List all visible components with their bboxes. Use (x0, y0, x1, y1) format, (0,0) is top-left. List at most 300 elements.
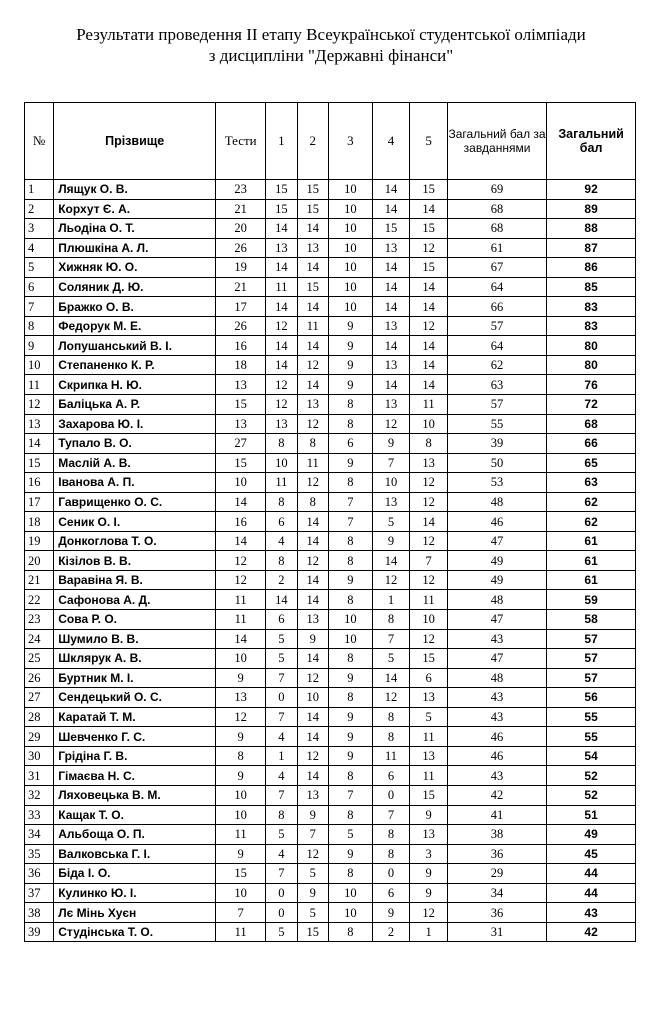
tests-score: 16 (216, 512, 266, 532)
table-row (25, 395, 636, 415)
header-tasks-total: Загальний бал за завданнями (447, 103, 546, 180)
tasks-total: 34 (447, 883, 546, 903)
tasks-total: 38 (447, 825, 546, 845)
results-table (24, 102, 636, 942)
row-number: 6 (25, 277, 54, 297)
student-name: Федорук М. Е. (54, 316, 216, 336)
table-row (25, 297, 636, 317)
task-1-score: 5 (266, 825, 297, 845)
tasks-total: 29 (447, 864, 546, 884)
header-task-1: 1 (266, 103, 297, 180)
tests-score: 11 (216, 610, 266, 630)
total-score: 57 (547, 629, 636, 649)
tasks-total: 57 (447, 395, 546, 415)
task-4-score: 12 (372, 414, 410, 434)
task-2-score: 9 (297, 805, 328, 825)
task-4-score: 7 (372, 629, 410, 649)
task-4-score: 1 (372, 590, 410, 610)
tests-score: 14 (216, 492, 266, 512)
student-name: Кулинко Ю. І. (54, 883, 216, 903)
task-4-score: 13 (372, 238, 410, 258)
tasks-total: 36 (447, 844, 546, 864)
task-3-score: 8 (328, 531, 372, 551)
task-4-score: 13 (372, 316, 410, 336)
tasks-total: 49 (447, 570, 546, 590)
task-1-score: 14 (266, 590, 297, 610)
tasks-total: 42 (447, 785, 546, 805)
task-2-score: 13 (297, 238, 328, 258)
task-5-score: 12 (410, 629, 448, 649)
task-1-score: 12 (266, 395, 297, 415)
row-number: 30 (25, 746, 54, 766)
task-4-score: 14 (372, 277, 410, 297)
task-1-score: 12 (266, 316, 297, 336)
row-number: 19 (25, 531, 54, 551)
total-score: 44 (547, 883, 636, 903)
task-5-score: 10 (410, 414, 448, 434)
task-1-score: 15 (266, 180, 297, 200)
student-name: Скрипка Н. Ю. (54, 375, 216, 395)
task-5-score: 14 (410, 512, 448, 532)
tests-score: 20 (216, 219, 266, 239)
task-1-score: 14 (266, 297, 297, 317)
student-name: Іванова А. П. (54, 473, 216, 493)
row-number: 37 (25, 883, 54, 903)
row-number: 34 (25, 825, 54, 845)
table-row (25, 922, 636, 942)
total-score: 55 (547, 727, 636, 747)
task-3-score: 10 (328, 297, 372, 317)
row-number: 5 (25, 258, 54, 278)
total-score: 57 (547, 649, 636, 669)
task-3-score: 9 (328, 570, 372, 590)
task-3-score: 8 (328, 590, 372, 610)
table-row (25, 864, 636, 884)
row-number: 32 (25, 785, 54, 805)
table-row (25, 688, 636, 708)
task-2-score: 8 (297, 434, 328, 454)
total-score: 80 (547, 355, 636, 375)
tasks-total: 31 (447, 922, 546, 942)
task-3-score: 8 (328, 766, 372, 786)
task-5-score: 13 (410, 688, 448, 708)
table-row (25, 629, 636, 649)
tests-score: 10 (216, 883, 266, 903)
total-score: 43 (547, 903, 636, 923)
task-1-score: 1 (266, 746, 297, 766)
task-3-score: 5 (328, 825, 372, 845)
task-3-score: 8 (328, 688, 372, 708)
task-2-score: 12 (297, 473, 328, 493)
task-4-score: 13 (372, 355, 410, 375)
task-4-score: 12 (372, 688, 410, 708)
task-5-score: 11 (410, 395, 448, 415)
tasks-total: 48 (447, 590, 546, 610)
task-1-score: 8 (266, 805, 297, 825)
student-name: Хижняк Ю. О. (54, 258, 216, 278)
student-name: Соляник Д. Ю. (54, 277, 216, 297)
total-score: 86 (547, 258, 636, 278)
task-5-score: 10 (410, 610, 448, 630)
task-2-score: 12 (297, 414, 328, 434)
tests-score: 9 (216, 766, 266, 786)
task-5-score: 9 (410, 864, 448, 884)
table-row (25, 238, 636, 258)
total-score: 83 (547, 297, 636, 317)
task-5-score: 14 (410, 297, 448, 317)
tests-score: 12 (216, 551, 266, 571)
task-1-score: 5 (266, 922, 297, 942)
row-number: 26 (25, 668, 54, 688)
task-5-score: 13 (410, 746, 448, 766)
table-row (25, 570, 636, 590)
task-1-score: 14 (266, 355, 297, 375)
tasks-total: 62 (447, 355, 546, 375)
tests-score: 15 (216, 864, 266, 884)
task-4-score: 8 (372, 825, 410, 845)
total-score: 61 (547, 531, 636, 551)
total-score: 54 (547, 746, 636, 766)
task-5-score: 7 (410, 551, 448, 571)
total-score: 44 (547, 864, 636, 884)
tests-score: 16 (216, 336, 266, 356)
results-body (25, 180, 636, 942)
total-score: 58 (547, 610, 636, 630)
tasks-total: 57 (447, 316, 546, 336)
student-name: Тупало В. О. (54, 434, 216, 454)
task-2-score: 12 (297, 746, 328, 766)
table-row (25, 785, 636, 805)
task-2-score: 15 (297, 277, 328, 297)
task-2-score: 14 (297, 707, 328, 727)
task-4-score: 0 (372, 864, 410, 884)
total-score: 57 (547, 668, 636, 688)
tasks-total: 46 (447, 512, 546, 532)
tasks-total: 43 (447, 629, 546, 649)
task-2-score: 14 (297, 531, 328, 551)
total-score: 61 (547, 551, 636, 571)
task-1-score: 7 (266, 785, 297, 805)
tasks-total: 68 (447, 199, 546, 219)
task-4-score: 12 (372, 570, 410, 590)
table-row (25, 512, 636, 532)
task-1-score: 13 (266, 238, 297, 258)
task-2-score: 8 (297, 492, 328, 512)
task-4-score: 14 (372, 336, 410, 356)
row-number: 11 (25, 375, 54, 395)
document-title (0, 24, 662, 66)
tasks-total: 48 (447, 492, 546, 512)
table-row (25, 746, 636, 766)
row-number: 2 (25, 199, 54, 219)
tasks-total: 49 (447, 551, 546, 571)
task-5-score: 14 (410, 336, 448, 356)
task-3-score: 9 (328, 316, 372, 336)
table-row (25, 434, 636, 454)
task-2-score: 14 (297, 766, 328, 786)
row-number: 33 (25, 805, 54, 825)
student-name: Студінська Т. О. (54, 922, 216, 942)
tasks-total: 46 (447, 727, 546, 747)
table-row (25, 473, 636, 493)
row-number: 23 (25, 610, 54, 630)
tasks-total: 48 (447, 668, 546, 688)
student-name: Сендецький О. С. (54, 688, 216, 708)
task-5-score: 5 (410, 707, 448, 727)
row-number: 1 (25, 180, 54, 200)
task-2-score: 14 (297, 219, 328, 239)
row-number: 22 (25, 590, 54, 610)
task-1-score: 7 (266, 707, 297, 727)
task-1-score: 14 (266, 219, 297, 239)
total-score: 92 (547, 180, 636, 200)
tests-score: 23 (216, 180, 266, 200)
total-score: 76 (547, 375, 636, 395)
task-5-score: 9 (410, 883, 448, 903)
row-number: 29 (25, 727, 54, 747)
student-name: Біда І. О. (54, 864, 216, 884)
tasks-total: 46 (447, 746, 546, 766)
student-name: Шевченко Г. С. (54, 727, 216, 747)
task-2-score: 11 (297, 453, 328, 473)
table-row (25, 766, 636, 786)
task-3-score: 10 (328, 610, 372, 630)
tasks-total: 47 (447, 531, 546, 551)
task-5-score: 12 (410, 238, 448, 258)
task-1-score: 14 (266, 336, 297, 356)
row-number: 12 (25, 395, 54, 415)
student-name: Шумило В. В. (54, 629, 216, 649)
task-1-score: 6 (266, 512, 297, 532)
tasks-total: 69 (447, 180, 546, 200)
header-number: № (25, 103, 54, 180)
task-4-score: 14 (372, 199, 410, 219)
student-name: Донкоглова Т. О. (54, 531, 216, 551)
student-name: Лє Мінь Хуєн (54, 903, 216, 923)
row-number: 17 (25, 492, 54, 512)
header-task-3: 3 (328, 103, 372, 180)
tests-score: 19 (216, 258, 266, 278)
task-4-score: 14 (372, 551, 410, 571)
student-name: Степаненко К. Р. (54, 355, 216, 375)
tests-score: 10 (216, 649, 266, 669)
task-3-score: 10 (328, 258, 372, 278)
total-score: 45 (547, 844, 636, 864)
task-2-score: 12 (297, 844, 328, 864)
task-1-score: 4 (266, 766, 297, 786)
table-row (25, 825, 636, 845)
task-4-score: 7 (372, 453, 410, 473)
tests-score: 13 (216, 688, 266, 708)
total-score: 52 (547, 766, 636, 786)
task-1-score: 10 (266, 453, 297, 473)
row-number: 18 (25, 512, 54, 532)
total-score: 68 (547, 414, 636, 434)
tasks-total: 41 (447, 805, 546, 825)
total-score: 49 (547, 825, 636, 845)
task-1-score: 7 (266, 668, 297, 688)
task-3-score: 9 (328, 453, 372, 473)
total-score: 52 (547, 785, 636, 805)
task-5-score: 14 (410, 199, 448, 219)
student-name: Лящук О. В. (54, 180, 216, 200)
task-3-score: 9 (328, 707, 372, 727)
table-row (25, 727, 636, 747)
task-1-score: 13 (266, 414, 297, 434)
row-number: 10 (25, 355, 54, 375)
task-2-score: 14 (297, 727, 328, 747)
table-row (25, 180, 636, 200)
task-5-score: 14 (410, 355, 448, 375)
table-row (25, 590, 636, 610)
row-number: 3 (25, 219, 54, 239)
task-4-score: 13 (372, 395, 410, 415)
tests-score: 14 (216, 531, 266, 551)
task-2-score: 13 (297, 610, 328, 630)
total-score: 42 (547, 922, 636, 942)
task-2-score: 14 (297, 258, 328, 278)
tasks-total: 43 (447, 707, 546, 727)
task-1-score: 2 (266, 570, 297, 590)
student-name: Шклярук А. В. (54, 649, 216, 669)
total-score: 72 (547, 395, 636, 415)
task-1-score: 12 (266, 375, 297, 395)
table-row (25, 844, 636, 864)
task-4-score: 5 (372, 512, 410, 532)
tests-score: 15 (216, 395, 266, 415)
tests-score: 27 (216, 434, 266, 454)
tasks-total: 47 (447, 610, 546, 630)
task-2-score: 14 (297, 375, 328, 395)
tests-score: 13 (216, 375, 266, 395)
tasks-total: 63 (447, 375, 546, 395)
task-1-score: 8 (266, 434, 297, 454)
row-number: 20 (25, 551, 54, 571)
task-2-score: 5 (297, 864, 328, 884)
tasks-total: 47 (447, 649, 546, 669)
task-5-score: 12 (410, 903, 448, 923)
table-row (25, 903, 636, 923)
task-5-score: 11 (410, 727, 448, 747)
title-line-2: з дисципліни "Державні фінанси" (208, 46, 454, 65)
task-2-score: 14 (297, 336, 328, 356)
task-3-score: 10 (328, 903, 372, 923)
student-name: Сафонова А. Д. (54, 590, 216, 610)
title-line-1: Результати проведення ІІ етапу Всеукраїнської студентської олімпіади (76, 25, 586, 44)
table-row (25, 707, 636, 727)
task-5-score: 15 (410, 219, 448, 239)
table-row (25, 610, 636, 630)
task-4-score: 15 (372, 219, 410, 239)
tests-score: 11 (216, 590, 266, 610)
task-5-score: 15 (410, 180, 448, 200)
task-3-score: 9 (328, 668, 372, 688)
task-2-score: 14 (297, 590, 328, 610)
task-5-score: 14 (410, 277, 448, 297)
tests-score: 26 (216, 238, 266, 258)
table-row (25, 355, 636, 375)
header-task-2: 2 (297, 103, 328, 180)
table-row (25, 316, 636, 336)
tests-score: 12 (216, 570, 266, 590)
task-3-score: 10 (328, 199, 372, 219)
header-row (25, 103, 636, 180)
task-4-score: 6 (372, 766, 410, 786)
row-number: 21 (25, 570, 54, 590)
tasks-total: 36 (447, 903, 546, 923)
task-4-score: 14 (372, 180, 410, 200)
task-2-score: 15 (297, 922, 328, 942)
task-3-score: 8 (328, 922, 372, 942)
task-4-score: 11 (372, 746, 410, 766)
total-score: 85 (547, 277, 636, 297)
task-2-score: 14 (297, 570, 328, 590)
task-2-score: 15 (297, 180, 328, 200)
task-3-score: 8 (328, 864, 372, 884)
student-name: Лопушанський В. І. (54, 336, 216, 356)
task-3-score: 10 (328, 219, 372, 239)
tasks-total: 53 (447, 473, 546, 493)
task-4-score: 14 (372, 668, 410, 688)
total-score: 55 (547, 707, 636, 727)
task-5-score: 8 (410, 434, 448, 454)
task-1-score: 0 (266, 903, 297, 923)
student-name: Сеник О. І. (54, 512, 216, 532)
row-number: 4 (25, 238, 54, 258)
table-row (25, 199, 636, 219)
task-1-score: 5 (266, 629, 297, 649)
task-2-score: 14 (297, 649, 328, 669)
task-5-score: 11 (410, 766, 448, 786)
total-score: 56 (547, 688, 636, 708)
table-row (25, 414, 636, 434)
student-name: Альбоща О. П. (54, 825, 216, 845)
task-3-score: 10 (328, 277, 372, 297)
task-2-score: 15 (297, 199, 328, 219)
task-1-score: 11 (266, 277, 297, 297)
task-4-score: 8 (372, 727, 410, 747)
tests-score: 12 (216, 707, 266, 727)
total-score: 87 (547, 238, 636, 258)
task-1-score: 0 (266, 688, 297, 708)
task-4-score: 6 (372, 883, 410, 903)
student-name: Варавіна Я. В. (54, 570, 216, 590)
row-number: 35 (25, 844, 54, 864)
row-number: 27 (25, 688, 54, 708)
task-4-score: 8 (372, 610, 410, 630)
header-task-5: 5 (410, 103, 448, 180)
task-3-score: 10 (328, 180, 372, 200)
table-row (25, 668, 636, 688)
row-number: 14 (25, 434, 54, 454)
student-name: Корхут Є. А. (54, 199, 216, 219)
task-4-score: 9 (372, 531, 410, 551)
row-number: 24 (25, 629, 54, 649)
task-1-score: 5 (266, 649, 297, 669)
task-5-score: 15 (410, 649, 448, 669)
total-score: 61 (547, 570, 636, 590)
header-total-score: Загальний бал (547, 103, 636, 180)
table-row (25, 453, 636, 473)
task-2-score: 10 (297, 688, 328, 708)
task-2-score: 11 (297, 316, 328, 336)
task-2-score: 7 (297, 825, 328, 845)
task-3-score: 6 (328, 434, 372, 454)
tests-score: 9 (216, 668, 266, 688)
student-name: Маслій А. В. (54, 453, 216, 473)
task-1-score: 4 (266, 727, 297, 747)
row-number: 28 (25, 707, 54, 727)
